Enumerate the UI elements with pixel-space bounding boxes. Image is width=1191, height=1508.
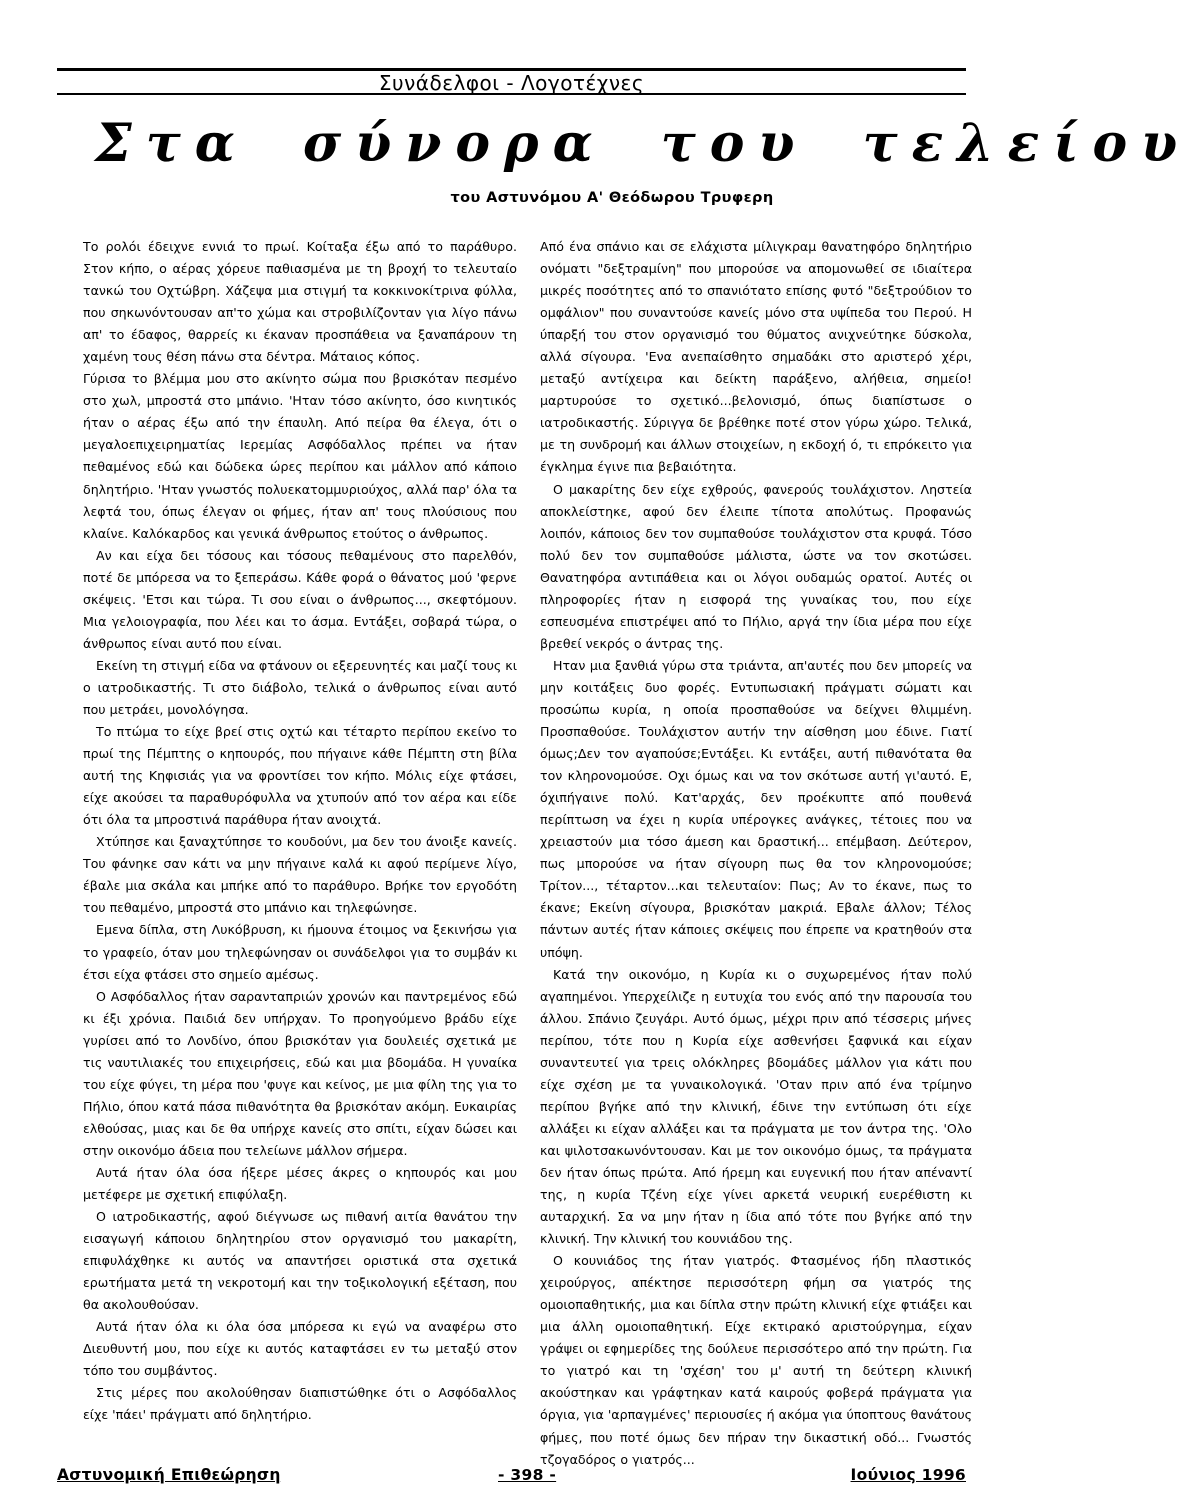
paragraph: Χτύπησε και ξαναχτύπησε το κουδούνι, μα δεν του άνοιξε κανείς. Του φάνηκε σαν κάτι να μην πήγαινε καλά κι αφού περίμενε λίγο, έβαλε μια σκάλα και μπήκε από το παράθυρο. Βρήκε τον εργοδότη του πεθαμένο, μπροστά στο μπάνιο και τηλεφώνησε. [83, 834, 517, 916]
left-text-column [83, 236, 517, 1427]
footer-publication: Αστυνομική Επιθεώρηση [57, 1466, 281, 1484]
paragraph: Αυτά ήταν όλα όσα ήξερε μέσες άκρες ο κηπουρός και μου μετέφερε με σχετική επιφύλαξη. [83, 1164, 517, 1203]
footer-issue: Ιούνιος 1996 [850, 1466, 966, 1484]
paragraph: Από ένα σπάνιο και σε ελάχιστα μίλιγκραμ θανατηφόρο δηλητήριο ονόματι "δεξτραμίνη" που μπορούσε να απομονωθεί σε ιδιαίτερα μικρές ποσότητες από το σπανιότατο επίσης φυτό "δεξτρούδιον το ομφάλιον" που συναντούσε κανείς μόνο στα υψίπεδα του Περού. Η ύπαρξή του στον οργανισμό του θύματος ανιχνεύτηκε δύσκολα, αλλά σίγουρα. 'Ενα ανεπαίσθητο σημαδάκι στο αριστερό χέρι, μεταξύ αντίχειρα και δείκτη παράξενο, αλήθεια, σημείο! μαρτυρούσε το σχετικό...βελονισμό, όπως διαπίστωσε ο ιατροδικαστής. Σύριγγα δε βρέθηκε ποτέ στον γύρω χώρο. Τελικά, με τη συνδρομή και άλλων στοιχείων, η εκδοχή ό, τι επρόκειτο για έγκλημα έγινε πια βεβαιότητα. [540, 239, 972, 475]
section-label: Συνάδελφοι - Λογοτέχνες [378, 71, 645, 95]
paragraph: Αυτά ήταν όλα κι όλα όσα μπόρεσα κι εγώ να αναφέρω στο Διευθυντή μου, που είχε κι αυτός καταφτάσει εν τω μεταξύ στον τόπο του συμβάντος. [83, 1319, 517, 1379]
paragraph: Στις μέρες που ακολούθησαν διαπιστώθηκε ότι ο Ασφόδαλλος είχε 'πάει' πράγματι από δηλητήριο. [83, 1385, 517, 1423]
paragraph: Γύρισα το βλέμμα μου στο ακίνητο σώμα που βρισκόταν πεσμένο στο χωλ, μπροστά στο μπάνιο. 'Ηταν τόσο ακίνητο, όσο κινητικός ήταν ο αέρας έξω από την έπαυλη. Από πείρα θα έλεγα, ότι ο μεγαλοεπιχειρηματίας Ιερεμίας Ασφόδαλλος πρέπει να ήταν πεθαμένος εδώ και δώδεκα ώρες περίπου και μάλλον από κάποιο δηλητήριο. 'Ηταν γνωστός πολυεκατομμυριούχος, αλλά παρ' όλα τα λεφτά του, όπως έλεγαν οι φήμες, ήταν απ' τους πλούσιους που κλαίνε. Καλόκαρδος και γενικά άνθρωπος ετούτος ο άνθρωπος. [83, 371, 517, 541]
paragraph: Εκείνη τη στιγμή είδα να φτάνουν οι εξερευνητές και μαζί τους κι ο ιατροδικαστής. Τι στο διάβολο, τελικά ο άνθρωπος είναι αυτό που μετράει, μονολόγησα. [83, 657, 517, 717]
paragraph: Το ρολόι έδειχνε εννιά το πρωί. Κοίταξα έξω από το παράθυρο. Στον κήπο, ο αέρας χόρευε παθιασμένα με τη βροχή το τελευταίο τανκώ του Οχτώβρη. Χάζεψα μια στιγμή τα κοκκινοκίτρινα φύλλα, που σηκωνόντουσαν απ'το χώμα και στροβιλίζονταν για λίγο πάνω απ' το έδαφος, θαρρείς κι έκαναν προσπάθεια να ξαναπάρουν τη χαμένη τους θέση πάνω στα δέντρα. Μάταιος κόπος. [83, 239, 517, 365]
article-title: Στα σύνορα του τελείου [95, 113, 1191, 174]
article-author: του Αστυνόμου Α' Θεόδωρου Τρυφερη [450, 190, 774, 206]
paragraph: Ο μακαρίτης δεν είχε εχθρούς, φανερούς τουλάχιστον. Ληστεία αποκλείστηκε, αφού δεν έλειπε τίποτα απολύτως. Προφανώς λοιπόν, κάποιος δεν τον συμπαθούσε τουλάχιστον στα κρυφά. Τόσο πολύ δεν τον συμπαθούσε μάλιστα, ώστε να τον σκοτώσει. Θανατηφόρα αντιπάθεια και οι λόγοι ουδαμώς ορατοί. Αυτές οι πληροφορίες ήταν η εισφορά της γυναίκας του, που είχε εσπευσμένα επιστρέψει από το Πήλιο, αργά την ίδια μέρα που είχε βρεθεί νεκρός ο άντρας της. [540, 481, 972, 651]
paragraph: Ο κουνιάδος της ήταν γιατρός. Φτασμένος ήδη πλαστικός χειρούργος, απέκτησε περισσότερη φήμη σα γιατρός της ομοιοπαθητικής, μια και δίπλα στην πρώτη κλινική είχε φτιάξει και μια άλλη ομοιοπαθητική. Είχε εκτιρακό αριστούργημα, είχαν γράψει οι εφημερίδες της δούλευε περισσότερο από την πρώτη. Για το γιατρό και τη 'σχέση' του μ' αυτή τη δεύτερη κλινική ακούστηκαν και γράφτηκαν κατά καιρούς φοβερά πράγματα για όργια, για 'αρπαγμένες' περιουσίες ή ακόμα για ύποπτους θανάτους φήμες, που ποτέ όμως δεν πήραν την δικαστική οδό... Γνωστός τζογαδόρος ο γιατρός... [540, 1253, 972, 1467]
section-header [57, 68, 966, 97]
paragraph: Εμενα δίπλα, στη Λυκόβρυση, κι ήμουνα έτοιμος να ξεκινήσω για το γραφείο, όταν μου τηλεφώνησαν οι συνάδελφοι για το συμβάν κι έτσι είχα φτάσει στο σημείο αμέσως. [83, 922, 517, 982]
paragraph: Κατά την οικονόμο, η Κυρία κι ο συχωρεμένος ήταν πολύ αγαπημένοι. Υπερχείλιζε η ευτυχία του ενός από την παρουσία του άλλου. Σπάνιο ζευγάρι. Αυτό όμως, μέχρι πριν από τέσσερις μήνες περίπου, τότε που η Κυρία είχε ασθενήσει ξαφνικά και είχαν συναντευτεί για τρεις ολόκληρες βδομάδες μάλλον για κάτι που είχε σχέση με τα γυναικολογικά. 'Οταν πριν από ένα τρίμηνο περίπου βγήκε από την κλινική, έδινε την εντύπωση ότι είχε αλλάξει κι είχαν αλλάξει και τα πράγματα με τον άντρα της. 'Ολο και ψιλοτσακωνόντουσαν. Και με τον οικονόμο όμως, τα πράγματα δεν ήταν όπως πρώτα. Από ήρεμη και ευγενική που ήταν απέναντί της, η κυρία Τζένη είχε γίνει αρκετά νευρική ευερέθιστη κι αυταρχική. Σα να μην ήταν η ίδια από τότε που βγήκε από την κλινική. Την κλινική του κουνιάδου της. [540, 966, 972, 1247]
paragraph: Ο Ασφόδαλλος ήταν σαρανταπριών χρονών και παντρεμένος εδώ κι έξι χρόνια. Παιδιά δεν υπήρχαν. Το προηγούμενο βράδυ είχε γυρίσει από το Λονδίνο, όπου βρισκόταν για δουλειές σχετικά με τις ναυτιλιακές του επιχειρήσεις, εδώ και μια βδομάδα. Η γυναίκα του είχε φύγει, τη μέρα που 'φυγε και κείνος, με μια φίλη της για το Πήλιο, όπου κατά πάσα πιθανότητα θα βρισκόταν ακόμη. Ευκαιρίας ελθούσας, μιας και δε θα υπήρχε κανείς στο σπίτι, είχαν δώσει και στην οικονόμο άδεια που τελείωνε μάλλον σήμερα. [83, 988, 517, 1158]
paragraph: Το πτώμα το είχε βρεί στις οχτώ και τέταρτο περίπου εκείνο το πρωί της Πέμπτης ο κηπουρός, που πήγαινε κάθε Πέμπτη στη βίλα αυτή της Κηφισιάς για να φροντίσει τον κήπο. Μόλις είχε φτάσει, είχε ακούσει τα παραθυρόφυλλα να χτυπούν από τον αέρα και είδε ότι όλα τα μπροστινά παράθυρα ήταν ανοιχτά. [83, 724, 517, 828]
footer-page-number: - 398 - [498, 1466, 557, 1484]
page-footer [57, 1466, 966, 1490]
paragraph: Αν και είχα δει τόσους και τόσους πεθαμένους στο παρελθόν, ποτέ δε μπόρεσα να το ξεπεράσω. Κάθε φορά ο θάνατος μού 'φερνε σκέψεις. 'Ετσι και τώρα. Τι σου είναι ο άνθρωπος..., σκεφτόμουν. Μια γελοιογραφία, που λέει και το άσμα. Εντάξει, σοβαρά τώρα, ο άνθρωπος είναι αυτό που είναι. [83, 547, 517, 651]
right-text-column [540, 236, 972, 1471]
paragraph: Ηταν μια ξανθιά γύρω στα τριάντα, απ'αυτές που δεν μπορείς να μην κοιτάξεις δυο φορές. Εντυπωσιακή πράγματι σώματι και προσώπω κυρία, η οποία προσπαθούσε να δείχνει θλιμμένη. Προσπαθούσε. Τουλάχιστον αυτήν την αίσθηση μου έδινε. Γιατί όμως;Δεν τον αγαπούσε;Εντάξει. Κι εντάξει, αυτή πιθανότατα θα τον κληρονομούσε. Οχι όμως και να τον σκότωσε αυτή γι'αυτό. Ε, όχιπήγαινε πολύ. Κατ'αρχάς, δεν προέκυπτε από πουθενά περίπτωση να έχει η κυρία υπέρογκες ανάγκες, τέτοιες που να χρειαστούν μια τόσο άμεση και δραστική... επέμβαση. Δεύτερον, πως μπορούσε να ήταν σίγουρη πως θα τον κληρονομούσε; Τρίτον..., τέταρτον...και τελευταίον: Πως; Αν το έκανε, πως το έκανε; Εκείνη σίγουρα, βρισκόταν μακριά. Εβαλε άλλον; Τέλος πάντων αυτές ήταν κάποιες σκέψεις που έπρεπε να κρατηθούν στα υπόψη. [540, 657, 972, 960]
paragraph: Ο ιατροδικαστής, αφού διέγνωσε ως πιθανή αιτία θανάτου την εισαγωγή κάποιου δηλητηρίου στον οργανισμό του μακαρίτη, επιφυλάχθηκε κι αυτός να απαντήσει οριστικά στα σχετικά ερωτήματα μετά τη νεκροτομή και την τοξικολογική εξέταση, που θα ακολουθούσαν. [83, 1209, 517, 1313]
